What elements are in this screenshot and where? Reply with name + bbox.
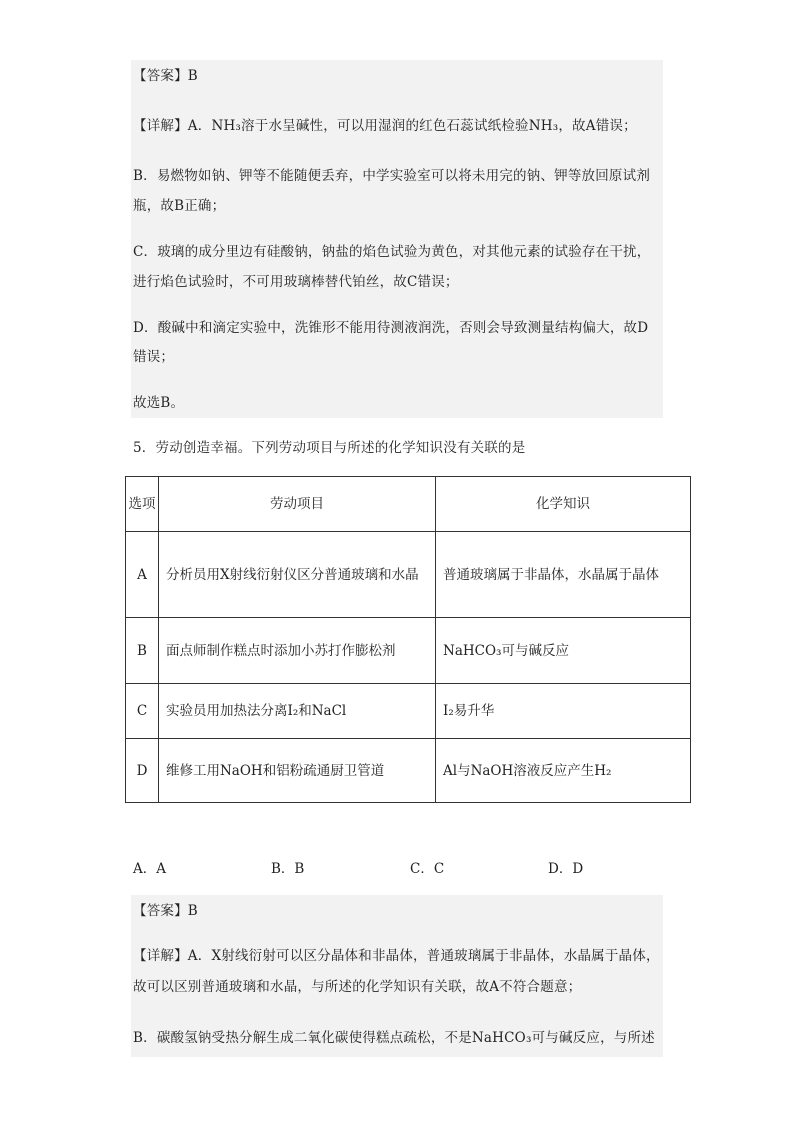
row-option: B [126,618,159,684]
choice-d: D．D [548,861,584,877]
table-row [126,532,691,618]
row-knowledge: Al与NaOH溶液反应产生H₂ [436,739,691,803]
row-knowledge: 普通玻璃属于非晶体，水晶属于晶体 [436,532,691,618]
header-project: 劳动项目 [159,477,436,532]
row-option: A [126,532,159,618]
choice-c: C．C [410,861,445,877]
question-table [125,476,691,803]
detail2-b-line1: B．碳酸氢钠受热分解生成二氧化碳使得糕点疏松，不是NaHCO₃可与碱反应，与所述 [133,1030,655,1046]
table-row [126,739,691,803]
detail-d-line1: D．酸碱中和滴定实验中，洗锥形不能用待测液润洗，否则会导致测量结构偏大，故D [133,320,649,336]
choice-a: A．A [133,861,166,877]
answer-label: 【答案】B [133,68,198,84]
row-project: 分析员用X射线衍射仪区分普通玻璃和水晶 [159,532,436,618]
table-row [126,618,691,684]
answer-label-2: 【答案】B [133,903,198,919]
choice-b: B．B [271,861,305,877]
detail-a: 【详解】A．NH₃溶于水呈碱性，可以用湿润的红色石蕊试纸检验NH₃，故A错误； [133,118,637,134]
question-stem: 5．劳动创造幸福。下列劳动项目与所述的化学知识没有关联的是 [133,440,526,456]
detail-b-line2: 瓶，故B正确； [133,198,226,214]
table-header-row [126,477,691,532]
row-option: D [126,739,159,803]
row-project: 面点师制作糕点时添加小苏打作膨松剂 [159,618,436,684]
detail-c-line1: C．玻璃的成分里边有硅酸钠，钠盐的焰色试验为黄色，对其他元素的试验存在干扰， [133,244,651,260]
header-knowledge: 化学知识 [436,477,691,532]
row-option: C [126,684,159,739]
row-project: 实验员用加热法分离I₂和NaCl [159,684,436,739]
detail-b-line1: B．易燃物如钠、钾等不能随便丢弃，中学实验室可以将未用完的钠、钾等放回原试剂 [133,168,651,184]
answer-block-background [131,60,663,418]
detail-d-line2: 错误； [133,349,175,365]
row-knowledge: NaHCO₃可与碱反应 [436,618,691,684]
conclusion: 故选B。 [133,395,185,411]
detail2-a-line2: 故可以区别普通玻璃和水晶，与所述的化学知识有关联，故A不符合题意； [133,979,582,995]
header-option: 选项 [126,477,159,532]
detail-c-line2: 进行焰色试验时，不可用玻璃棒替代铂丝，故C错误； [133,274,459,290]
detail2-a-line1: 【详解】A．X射线衍射可以区分晶体和非晶体，普通玻璃属于非晶体，水晶属于晶体， [133,948,660,964]
row-knowledge: I₂易升华 [436,684,691,739]
table-row [126,684,691,739]
row-project: 维修工用NaOH和铝粉疏通厨卫管道 [159,739,436,803]
